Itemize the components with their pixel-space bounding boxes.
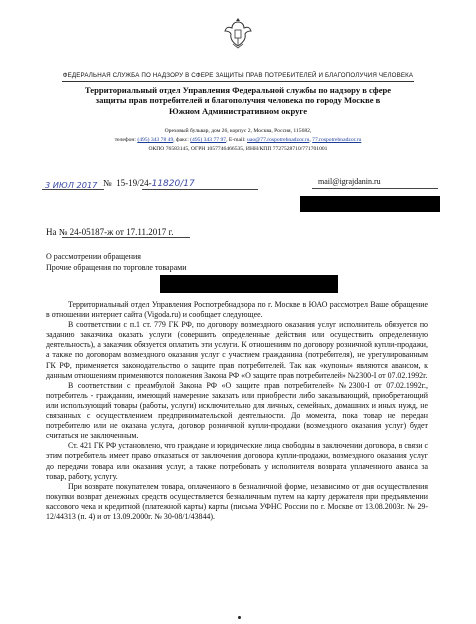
recipient-email[interactable]: mail@igrajdanin.ru [318, 177, 381, 186]
number-underline [142, 189, 258, 190]
header-divider [62, 81, 414, 82]
org-line-2: защиты прав потребителей и благополучия человека по городу Москве в [95, 95, 381, 106]
email-label: , E-mail: [226, 137, 248, 144]
paragraph-2: В соответствии с п.1 ст. 779 ГК РФ, по договору возмездного оказания услуг исполнитель обязуется по заданию заказчика оказать услуги (совершить определенные действия или осуществить определенную деятельность), а заказчик обязуется оплатить эти услуги. К отношениям по договору розничной купли-продажи, а также по договорам возмездного оказания услуг с участием гражданина (потребителя), не урегулированным ГК РФ, применяется законодательство о защите прав потребителей. Так как «купоны» являются авансом, к данным отношениям применяются положения Закона РФ «О защите прав потребителей» №2300-I от 07.02.1992г. [46, 320, 428, 380]
agency-web-link[interactable]: 77.rospotrebnadzor.ru [312, 137, 362, 144]
reference-underline [62, 237, 190, 238]
reference-number: На № 24-05187-ж от 17.11.2017 г. [46, 227, 174, 237]
number-printed: 15-19/24- [116, 178, 152, 188]
fax-label: , факс: [173, 137, 191, 144]
contacts-line [40, 136, 436, 145]
phone-link[interactable]: (495) 343 78 49 [137, 137, 174, 144]
subject-line-2: Прочие обращения по торговле товарами [46, 263, 187, 272]
org-line-1: Территориальный отдел Управления Федеральной службы по надзору в сфере [84, 85, 392, 95]
agency-email-link[interactable]: uao@77.rospotrebnadzor.ru [247, 137, 310, 144]
registration-date-stamp: 3 ИЮЛ 2017 [45, 180, 98, 190]
agency-line: ФЕДЕРАЛЬНАЯ СЛУЖБА ПО НАДЗОРУ В СФЕРЕ ЗАЩИТЫ ПРАВ ПОТРЕБИТЕЛЕЙ И БЛАГОПОЛУЧИЯ ЧЕЛОВЕКА [62, 72, 414, 79]
registration-number [103, 178, 195, 189]
redacted-recipient-name [300, 196, 440, 212]
letter-body [46, 300, 428, 522]
organization-name [58, 85, 418, 116]
recipient-underline [312, 188, 438, 189]
subject-line-1: О рассмотрении обращения [46, 252, 141, 261]
org-line-3: Южном Административном округе [168, 105, 308, 116]
subject-block [46, 251, 186, 273]
paragraph-5: При возврате покупателем товара, оплаченного в безналичной форме, независимо от дня осуществления покупки возврат денежных средств осуществляется безналичным путем на карту держателя при предъявлении кассового чека и кредитной (платежной карты) карты (письма УФНС России по г. Москве от 13.08.2003г. № 29-12/44313 (п. 4) и от 13.09.2000г. № 30-08/1/43844). [46, 481, 428, 521]
redacted-salutation [160, 275, 338, 293]
fax-number: (495) 343 77 97 [190, 137, 227, 144]
date-underline [42, 189, 104, 190]
page-mark [238, 616, 241, 619]
number-handwritten: 11820/17 [151, 179, 195, 189]
registry-codes: ОКПО 76583145, ОГРН 1057746466535, ИНН/КПП 7727528710/771701001 [148, 146, 328, 153]
contacts-prefix: телефон: [114, 137, 138, 144]
paragraph-3: В соответствии с преамбулой Закона РФ «О защите прав потребителей» №2300-I от 07.02.1992г., потребитель - гражданин, имеющий намерение заказать или приобрести либо заказывающий, приобретающий или использующий товары (работы, услуги) исключительно для личных, семейных, домашних и иных нужд, не связанных с осуществлением предпринимательской деятельности. До момента, пока товар не передан потребителю или не оказана услуга, договор розничной купли-продажи (возмездного оказания услуг) будет считаться не заключенным. [46, 380, 428, 441]
web-separator: , [309, 137, 313, 144]
paragraph-1: Территориальный отдел Управления Роспотребнадзора по г. Москве в ЮАО рассмотрел Ваше обращение в отношении интернет сайта (Vigoda.ru) и сообщает следующее. [46, 300, 428, 320]
coat-of-arms-emblem [224, 16, 252, 50]
address-block [40, 127, 436, 155]
postal-address: Ореховый бульвар, дом 26, корпус 2, Москва, Россия, 115682, [164, 128, 312, 134]
number-sign: № [103, 178, 112, 188]
paragraph-4: Ст. 421 ГК РФ установлено, что граждане и юридические лица свободны в заключении договора, в связи с этим потребитель имеет право отказаться от заключения договора купли-продажи, возмездного оказания услуг до передачи товара или оказания услуг, а также потребовать у исполнителя возврата уплаченного аванса за товар, работу, услугу. [46, 441, 428, 481]
